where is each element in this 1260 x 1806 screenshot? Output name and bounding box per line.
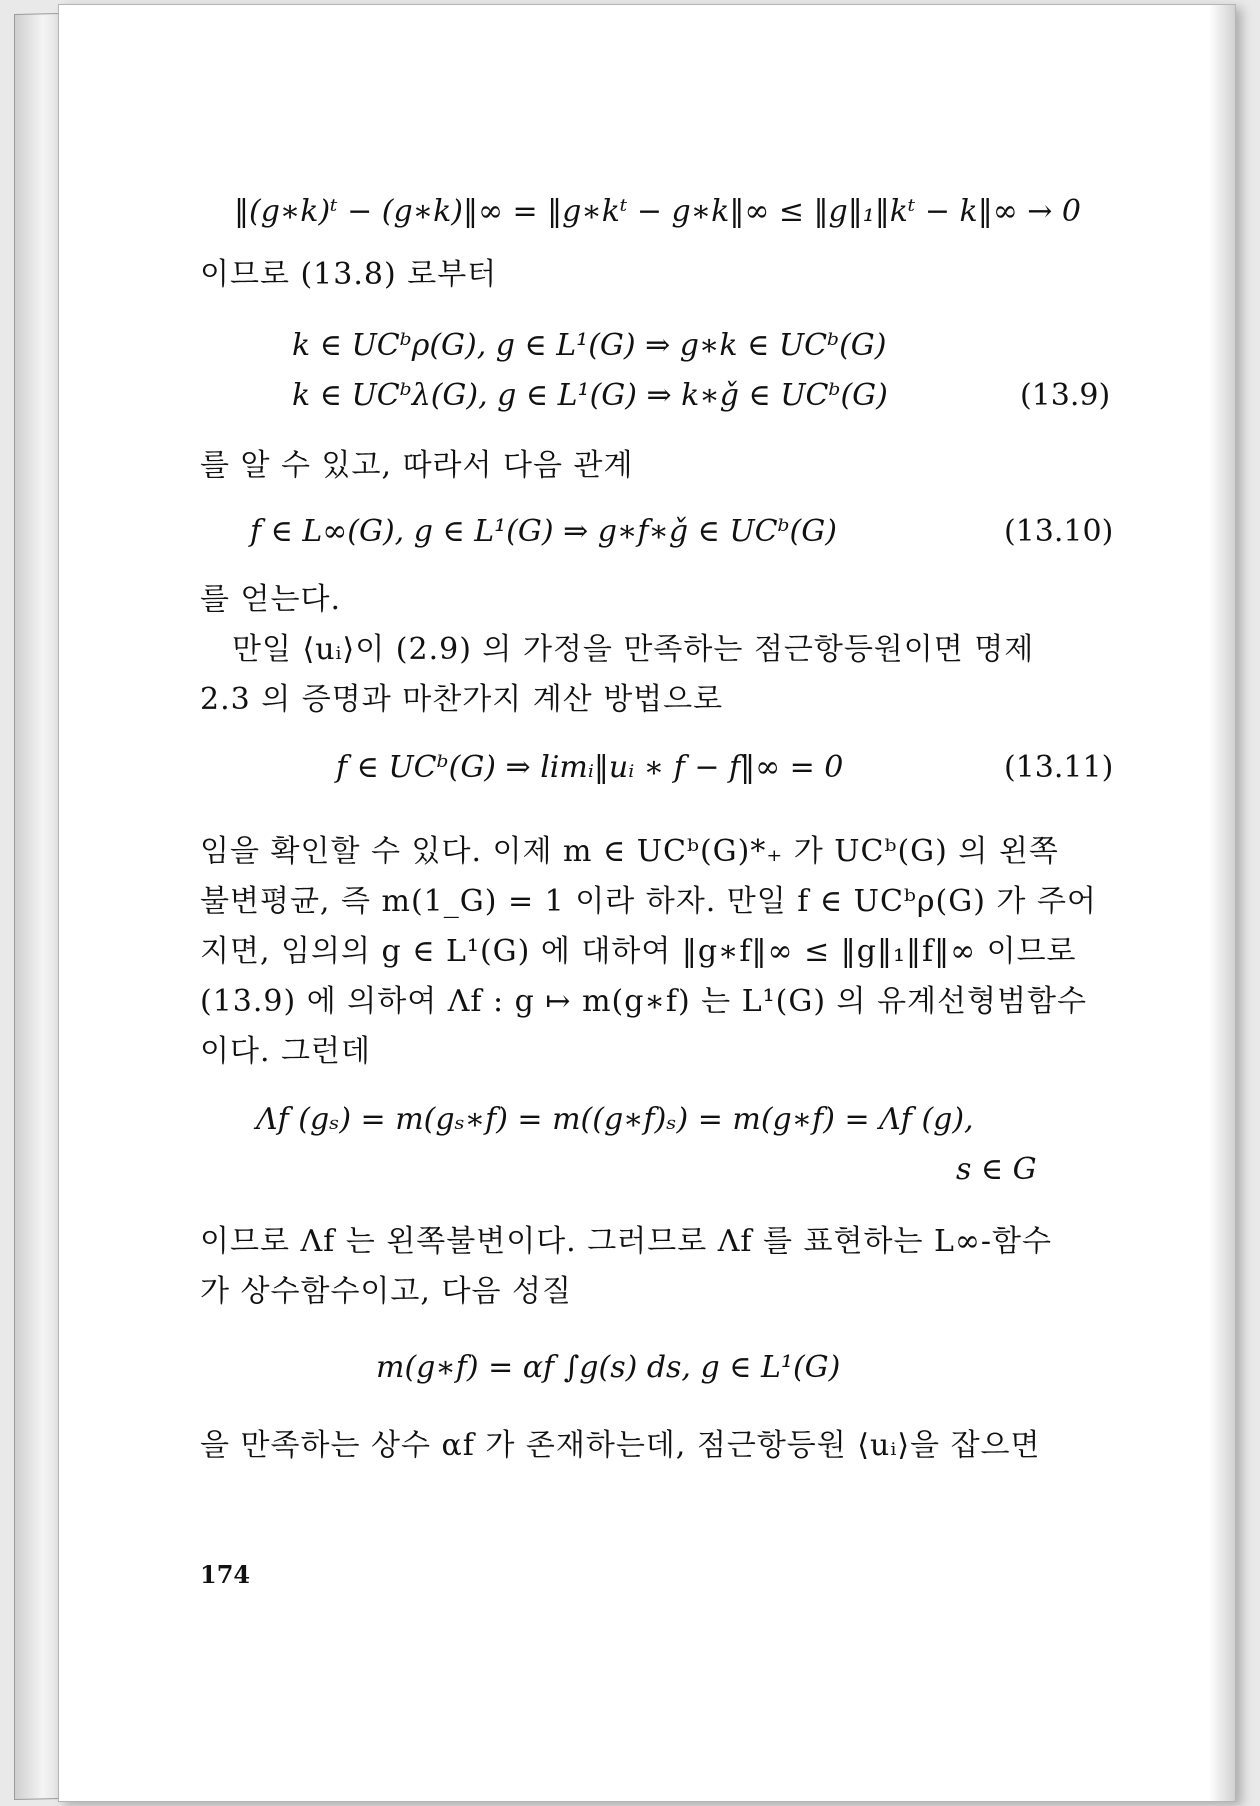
equation-13-11: f ∈ UCᵇ(G) ⇒ limᵢ‖uᵢ ∗ f − f‖∞ = 0 xyxy=(336,750,844,785)
equation-13-9-line2: k ∈ UCᵇλ(G), g ∈ L¹(G) ⇒ k∗ǧ ∈ UCᵇ(G) xyxy=(292,378,888,413)
text-line: (13.9) 에 의하여 Λf : g ↦ m(g∗f) 는 L¹(G) 의 유계선형범함수 xyxy=(200,984,1087,1019)
text-line: 이다. 그런데 xyxy=(200,1034,371,1069)
equation-label-13-9: (13.9) xyxy=(1020,378,1111,413)
equation-integral: m(g∗f) = αf ∫g(s) ds, g ∈ L¹(G) xyxy=(376,1350,841,1385)
text-line: 임을 확인할 수 있다. 이제 m ∈ UCᵇ(G)*₊ 가 UCᵇ(G) 의 왼쪽 xyxy=(200,834,1059,869)
equation-convolution-limit: ‖(g∗k)ᵗ − (g∗k)‖∞ = ‖g∗kᵗ − g∗k‖∞ ≤ ‖g‖₁‖kᵗ − k‖∞ → 0 xyxy=(234,194,1082,229)
text-line: 지면, 임의의 g ∈ L¹(G) 에 대하여 ‖g∗f‖∞ ≤ ‖g‖₁‖f‖∞ 이므로 xyxy=(200,934,1077,969)
equation-13-9-line1: k ∈ UCᵇρ(G), g ∈ L¹(G) ⇒ g∗k ∈ UCᵇ(G) xyxy=(292,328,887,363)
text-line: 이므로 Λf 는 왼쪽불변이다. 그러므로 Λf 를 표현하는 L∞-함수 xyxy=(200,1224,1052,1259)
text-line: 를 얻는다. xyxy=(200,582,341,617)
page-curl-shadow xyxy=(1209,5,1235,1801)
text-line: 불변평균, 즉 m(1_G) = 1 이라 하자. 만일 f ∈ UCᵇρ(G) 가 주어 xyxy=(200,884,1097,919)
equation-invariance-condition: s ∈ G xyxy=(956,1152,1037,1187)
text-line: 이므로 (13.8) 로부터 xyxy=(200,257,498,292)
text-line: 2.3 의 증명과 마찬가지 계산 방법으로 xyxy=(200,682,724,717)
equation-label-13-10: (13.10) xyxy=(1004,514,1114,549)
equation-13-10: f ∈ L∞(G), g ∈ L¹(G) ⇒ g∗f∗ǧ ∈ UCᵇ(G) xyxy=(250,514,837,549)
book-spine-edge xyxy=(14,13,62,1800)
text-line: 를 알 수 있고, 따라서 다음 관계 xyxy=(200,448,634,483)
text-line: 만일 ⟨uᵢ⟩이 (2.9) 의 가정을 만족하는 점근항등원이면 명제 xyxy=(232,632,1035,667)
text-line: 가 상수함수이고, 다음 성질 xyxy=(200,1274,572,1309)
page-number: 174 xyxy=(200,1560,251,1589)
text-line: 을 만족하는 상수 αf 가 존재하는데, 점근항등원 ⟨uᵢ⟩을 잡으면 xyxy=(200,1428,1041,1463)
equation-invariance: Λf (gₛ) = m(gₛ∗f) = m((g∗f)ₛ) = m(g∗f) = Λf (g), xyxy=(256,1102,974,1137)
equation-label-13-11: (13.11) xyxy=(1004,750,1114,785)
